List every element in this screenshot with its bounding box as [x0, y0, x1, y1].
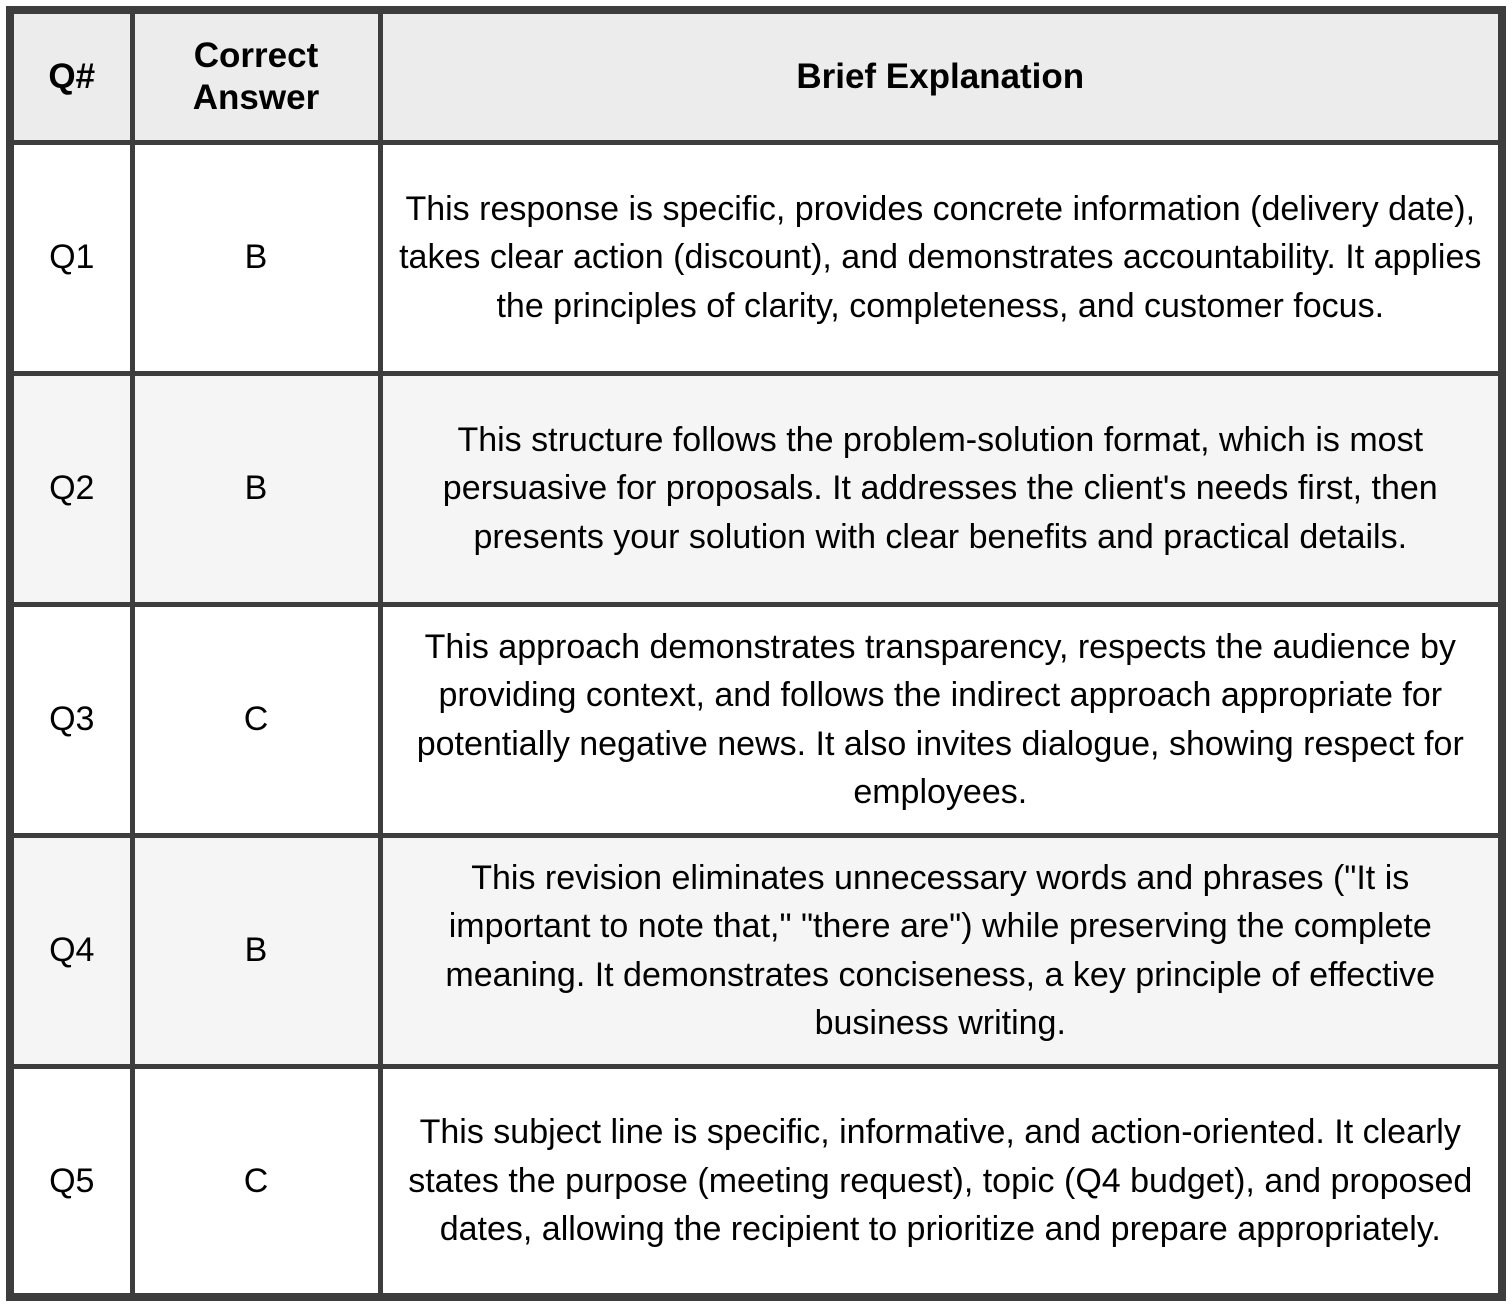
table-row-q1	[10, 142, 1502, 373]
explanation-cell: This response is specific, provides concrete information (delivery date), takes clear action (discount), and demonstrates accountability. It applies the principles of clarity, completeness, and customer focus.	[380, 142, 1502, 373]
header-brief-explanation: Brief Explanation	[380, 10, 1502, 142]
q-number-cell: Q5	[10, 1066, 132, 1297]
table-row-q4	[10, 835, 1502, 1066]
explanation-cell: This structure follows the problem-solution format, which is most persuasive for proposals. It addresses the client's needs first, then presents your solution with clear benefits and practical details.	[380, 373, 1502, 604]
answer-key-table	[6, 6, 1506, 1301]
correct-answer-cell: B	[132, 373, 380, 604]
table-header	[10, 10, 1502, 142]
table-row-q2	[10, 373, 1502, 604]
header-correct-answer: Correct Answer	[132, 10, 380, 142]
q-number-cell: Q2	[10, 373, 132, 604]
table-row-q5	[10, 1066, 1502, 1297]
correct-answer-cell: C	[132, 604, 380, 835]
correct-answer-cell: C	[132, 1066, 380, 1297]
q-number-cell: Q3	[10, 604, 132, 835]
q-number-cell: Q1	[10, 142, 132, 373]
table-body	[10, 142, 1502, 1297]
header-row	[10, 10, 1502, 142]
correct-answer-cell: B	[132, 142, 380, 373]
explanation-cell: This approach demonstrates transparency, respects the audience by providing context, and follows the indirect approach appropriate for potentially negative news. It also invites dialogue, showing respect for employees.	[380, 604, 1502, 835]
correct-answer-cell: B	[132, 835, 380, 1066]
explanation-cell: This subject line is specific, informative, and action-oriented. It clearly states the purpose (meeting request), topic (Q4 budget), and proposed dates, allowing the recipient to prioritize and prepare appropriately.	[380, 1066, 1502, 1297]
header-q-number: Q#	[10, 10, 132, 142]
q-number-cell: Q4	[10, 835, 132, 1066]
explanation-cell: This revision eliminates unnecessary words and phrases ("It is important to note that," "there are") while preserving the complete meaning. It demonstrates conciseness, a key principle of effective business writing.	[380, 835, 1502, 1066]
table-row-q3	[10, 604, 1502, 835]
